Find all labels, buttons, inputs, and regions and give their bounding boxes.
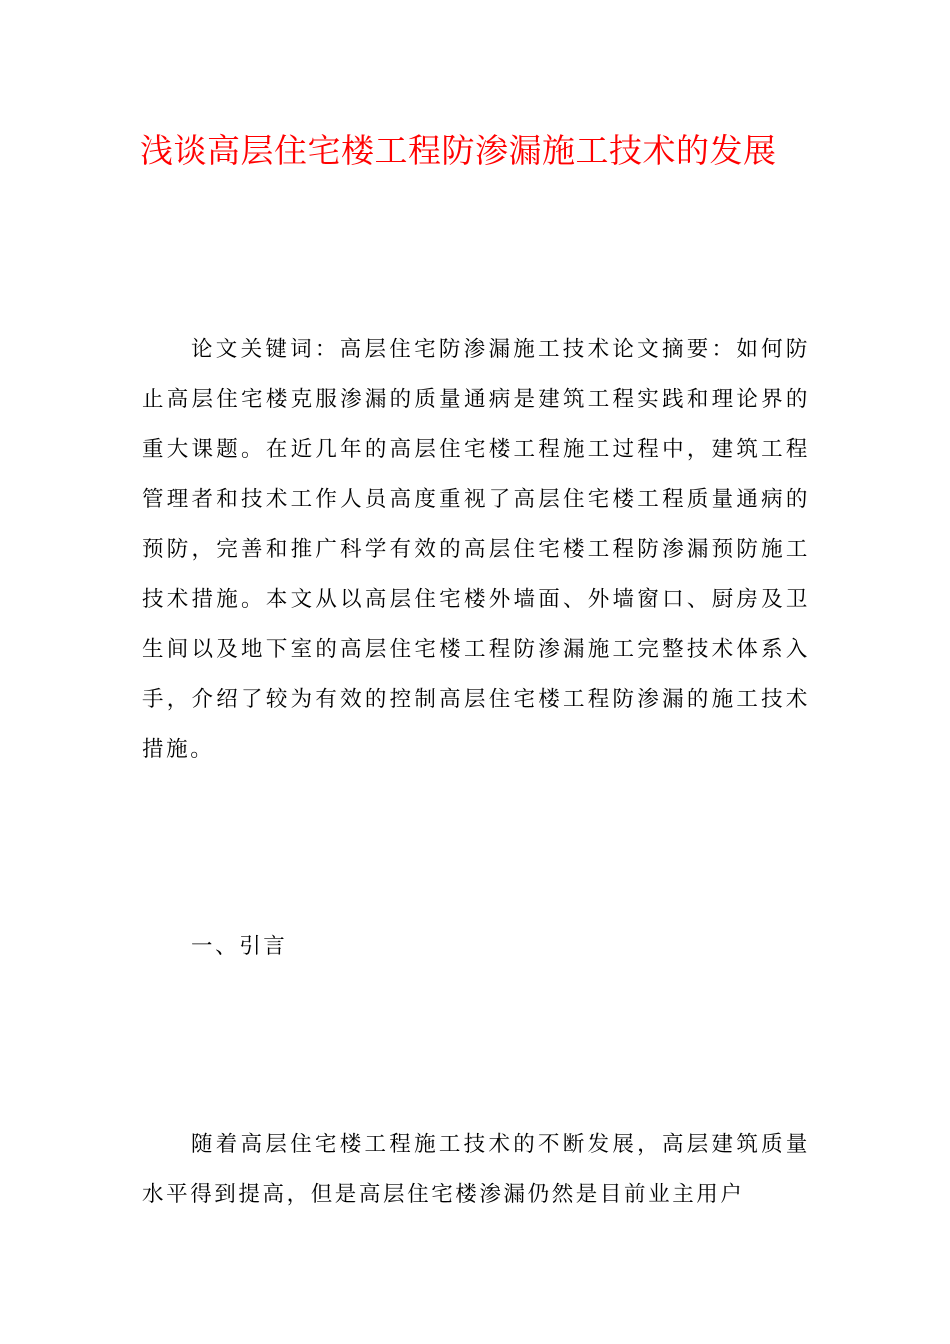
document-title: 浅谈高层住宅楼工程防渗漏施工技术的发展 [140, 131, 777, 170]
body-paragraph: 随着高层住宅楼工程施工技术的不断发展，高层建筑质量水平得到提高，但是高层住宅楼渗漏仍然是目前业主用户 [142, 1132, 810, 1207]
abstract-paragraph: 论文关键词：高层住宅防渗漏施工技术论文摘要：如何防止高层住宅楼克服渗漏的质量通病是建筑工程实践和理论界的重大课题。在近几年的高层住宅楼工程施工过程中，建筑工程管理者和技术工作人员高度重视了高层住宅楼工程质量通病的预防，完善和推广科学有效的高层住宅楼工程防渗漏预防施工技术措施。本文从以高层住宅楼外墙面、外墙窗口、厨房及卫生间以及地下室的高层住宅楼工程防渗漏施工完整技术体系入手，介绍了较为有效的控制高层住宅楼工程防渗漏的施工技术措施。 [142, 337, 810, 762]
section-heading: 一、引言 [191, 934, 288, 959]
